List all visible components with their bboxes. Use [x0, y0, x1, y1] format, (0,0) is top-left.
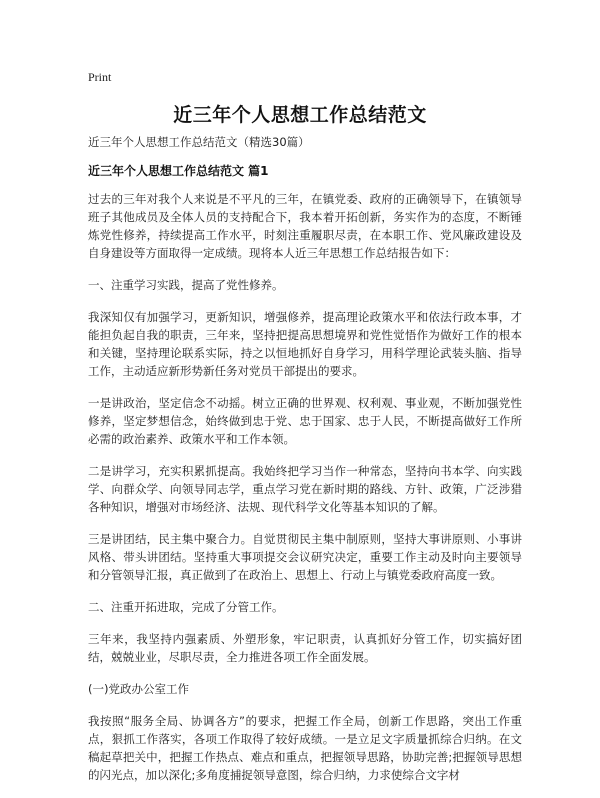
document-title: 近三年个人思想工作总结范文: [173, 104, 427, 126]
document-subtitle: 近三年个人思想工作总结范文（精选30篇）: [88, 135, 310, 149]
paragraph: 过去的三年对我个人来说是不平凡的三年，在镇党委、政府的正确领导下，在镇领导班子其他成员及全体人员的支持配合下，我本着开拓创新，务实作为的态度，不断锤炼党性修养，持续提高工作水平，时刻注重履职尽责，在本职工作、党风廉政建设及自身建设等方面取得一定成绩。现将本人近三年思想工作总结报告如下：: [88, 192, 522, 260]
paragraph: 二、注重开拓进取，完成了分管工作。: [88, 600, 284, 614]
paragraph: 二是讲学习，充实积累抓提高。我始终把学习当作一种常态，坚持向书本学、向实践学、向群众学、向领导同志学，重点学习党在新时期的路线、方针、政策，广泛涉猎各种知识，增强对市场经济、法规、现代科学文化等基本知识的了解。: [88, 464, 522, 514]
paragraph: 三是讲团结，民主集中聚合力。自觉贯彻民主集中制原则，坚持大事讲原则、小事讲风格、带头讲团结。坚持重大事项提交会议研究决定，重要工作主动及时向主要领导和分管领导汇报，真正做到了在政治上、思想上、行动上与镇党委政府高度一致。: [88, 532, 522, 582]
paragraph: 一是讲政治，坚定信念不动摇。树立正确的世界观、权利观、事业观，不断加强党性修养，坚定梦想信念，始终做到忠于党、忠于国家、忠于人民，不断提高做好工作所必需的政治素养、政策水平和工作本领。: [88, 396, 522, 446]
body-text: [88, 190, 522, 798]
paragraph: 我按照“服务全局、协调各方”的要求，把握工作全局，创新工作思路，突出工作重点，狠抓工作落实，各项工作取得了较好成绩。一是立足文字质量抓综合归纳。在文稿起草把关中，把握工作热点、难点和重点，把握领导思路，协助完善;把握领导思想的闪光点，加以深化;多角度捕捉领导意图，综合归纳，力求使综合文字材: [88, 714, 522, 782]
section-heading: 近三年个人思想工作总结范文 篇1: [88, 164, 269, 178]
paragraph: 我深知仅有加强学习，更新知识，增强修养，提高理论政策水平和依法行政本事，才能担负起自我的职责，三年来，坚持把提高思想境界和党性觉悟作为做好工作的根本和关键，坚持理论联系实际，持之以恒地抓好自身学习，用科学理论武装头脑、指导工作，主动适应新形势新任务对党员干部提出的要求。: [88, 310, 522, 378]
paragraph: (一)党政办公室工作: [88, 682, 189, 696]
print-link[interactable]: Print: [88, 70, 112, 84]
paragraph: 三年来，我坚持内强素质、外塑形象，牢记职责，认真抓好分管工作，切实搞好团结，兢兢业业，尽职尽责，全力推进各项工作全面发展。: [88, 632, 522, 664]
paragraph: 一、注重学习实践，提高了党性修养。: [88, 278, 284, 292]
